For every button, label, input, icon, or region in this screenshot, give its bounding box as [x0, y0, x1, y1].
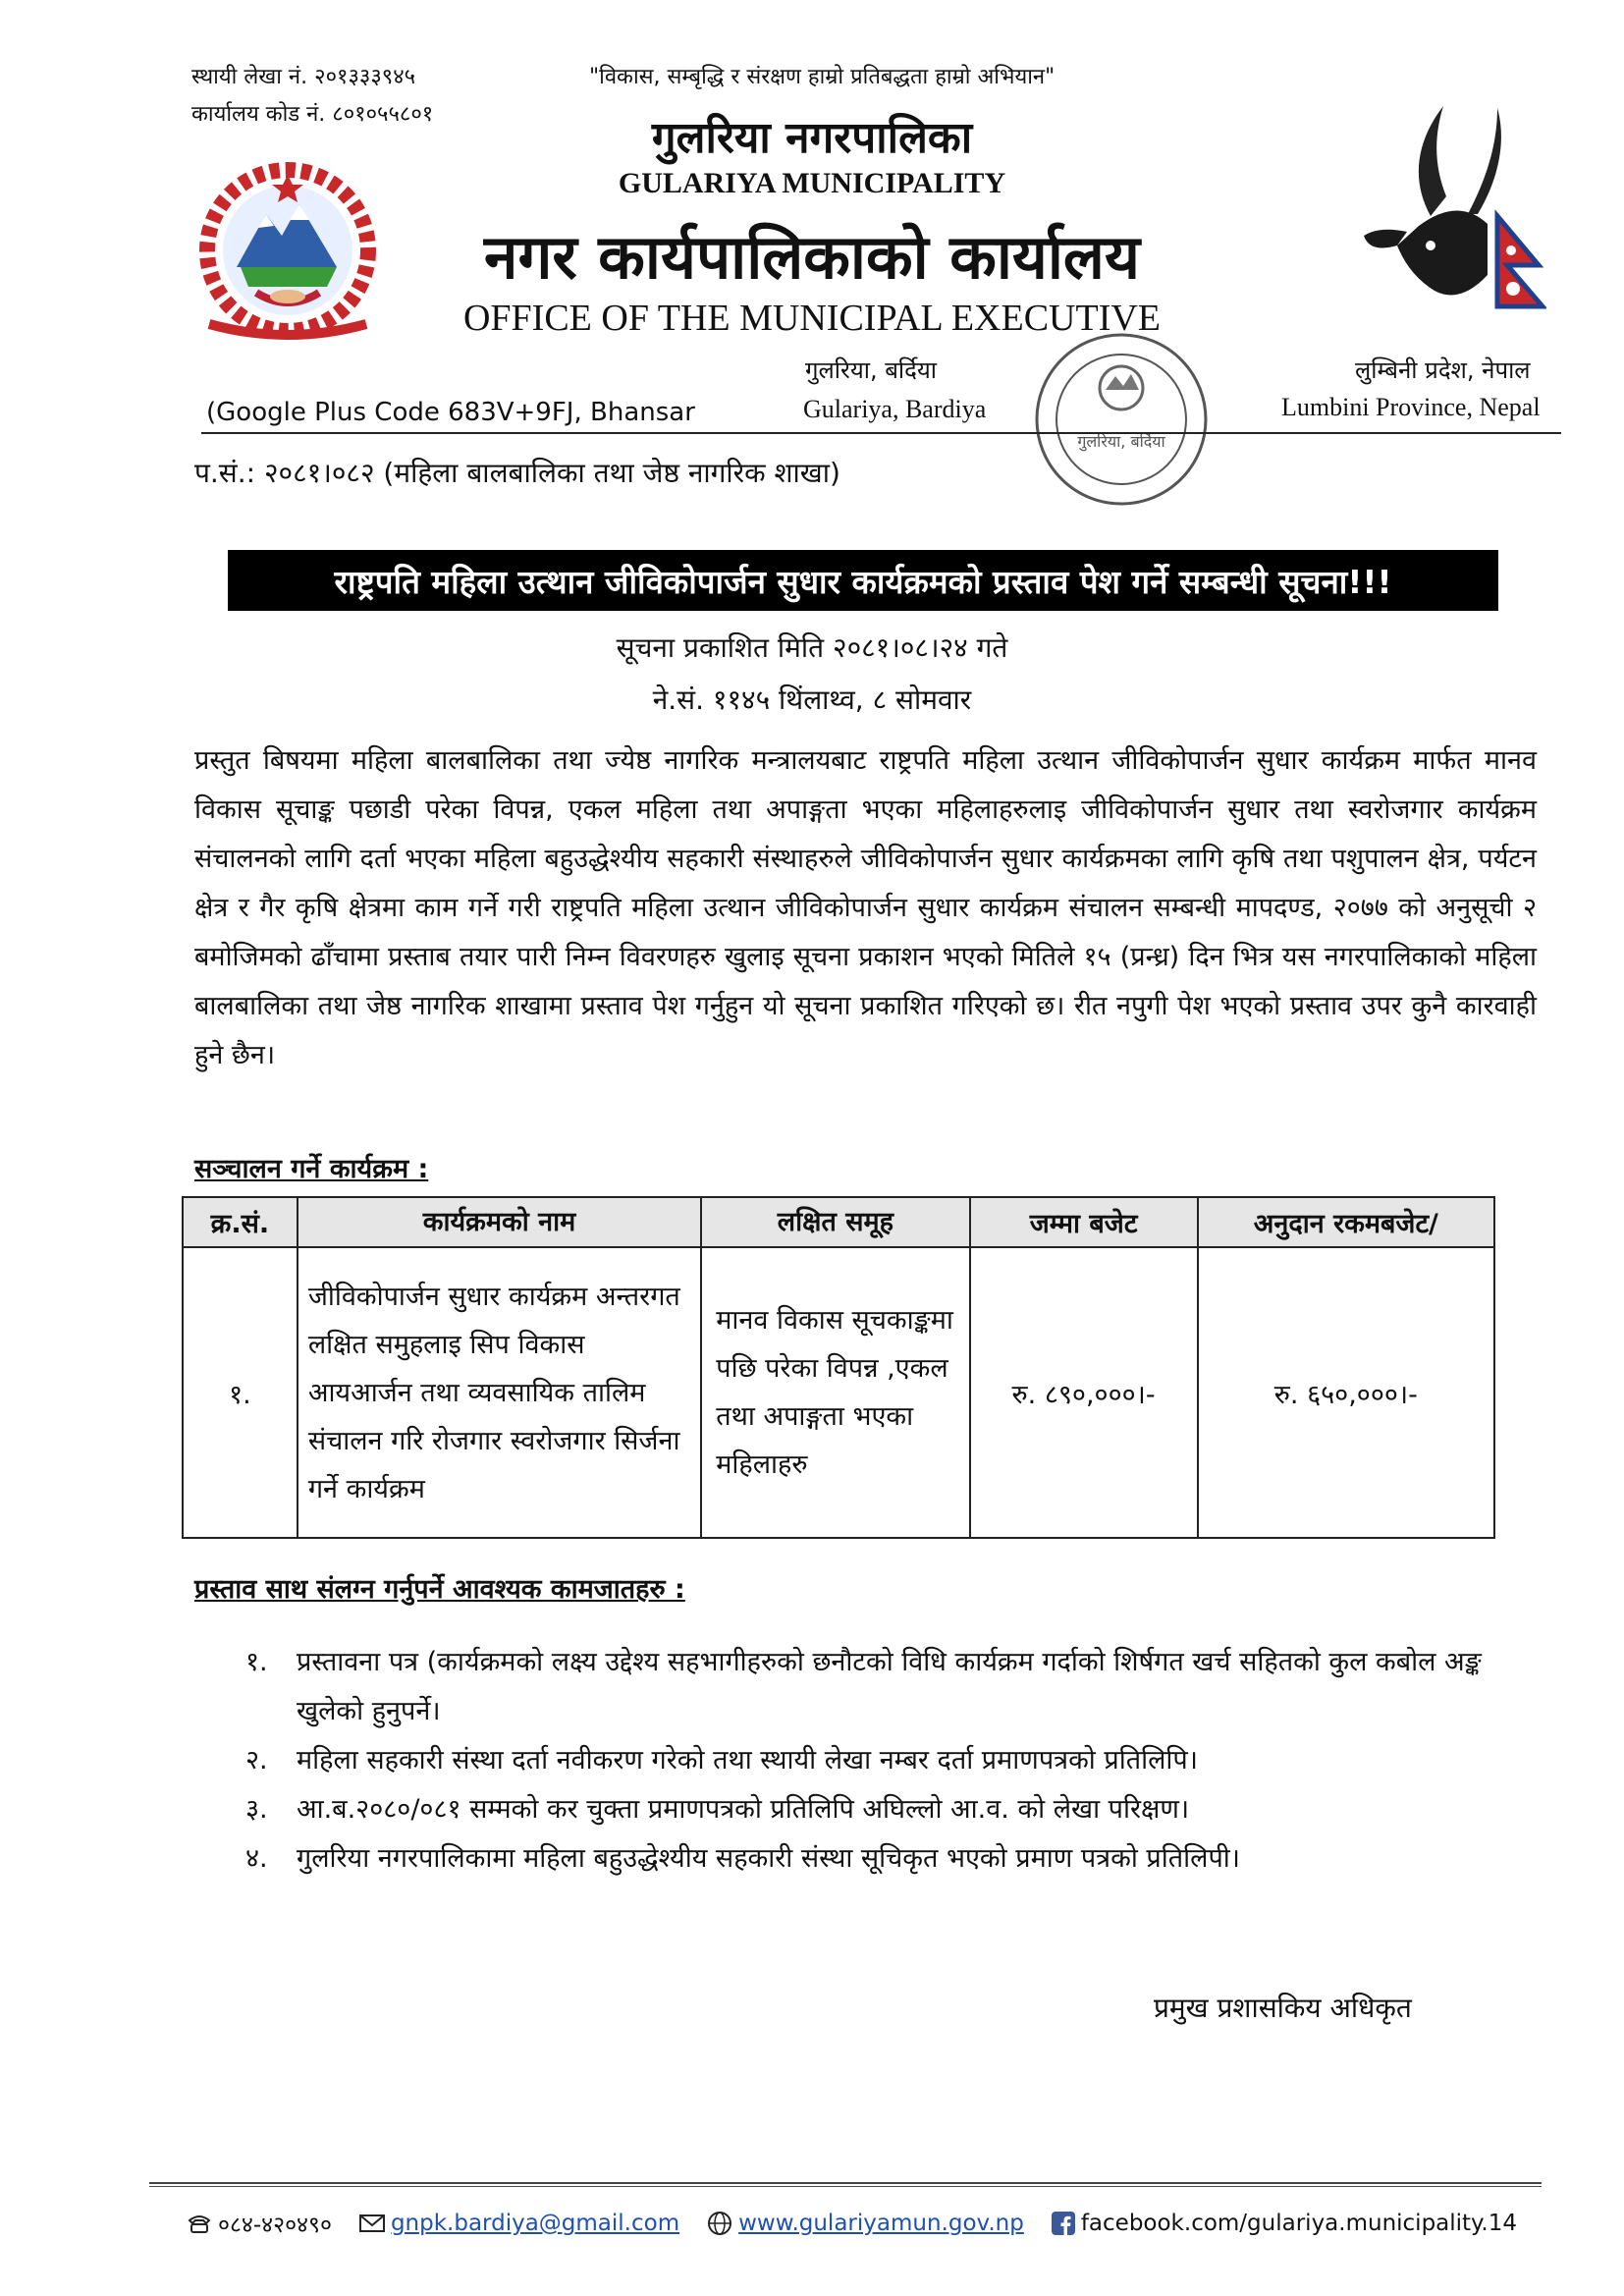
- blackbuck-logo-icon: [1350, 98, 1546, 324]
- column-header: जम्मा बजेट: [970, 1197, 1198, 1247]
- facebook-link[interactable]: facebook.com/gulariya.municipality.14: [1080, 2211, 1517, 2236]
- programs-table: [182, 1196, 1495, 1539]
- grant-amount-cell: रु. ६५०,०००।-: [1198, 1247, 1494, 1538]
- slogan: "विकास, सम्बृद्धि र संरक्षण हाम्रो प्रतिबद्धता हाम्रो अभियान": [589, 65, 1056, 89]
- nepal-sambat-date: ने.सं. ११४५ थिंलाथ्व, ८ सोमवार: [652, 683, 972, 716]
- globe-icon: [707, 2211, 732, 2236]
- province-np: लुम्बिनी प्रदेश, नेपाल: [1355, 356, 1531, 384]
- email-link[interactable]: gnpk.bardiya@gmail.com: [390, 2211, 680, 2236]
- account-number: स्थायी लेखा नं. २०१३३३९४५: [191, 65, 416, 89]
- published-date: सूचना प्रकाशित मिति २०८१।०८।२४ गते: [616, 631, 1008, 664]
- notice-body: प्रस्तुत बिषयमा महिला बालबालिका तथा ज्येष्ठ नागरिक मन्त्रालयबाट राष्ट्रपति महिला उत्थान जीविकोपार्जन सुधार कार्यक्रम मार्फत मानव विकास सूचाङ्क पछाडी परेका विपन्न, एकल महिला तथा अपाङ्गता भएका महिलाहरुलाइ जीविकोपार्जन सुधार तथा स्वरोजगार कार्यक्रम संचालनको लागि दर्ता भएका महिला बहुउद्धेश्यीय सहकारी संस्थाहरुले जीविकोपार्जन सुधार कार्यक्रमका लागि कृषि तथा पशुपालन क्षेत्र, पर्यटन क्षेत्र र गैर कृषि क्षेत्रमा काम गर्ने गरी राष्ट्रपति महिला उत्थान जीविकोपार्जन सुधार कार्यक्रम संचालन सम्बन्धी मापदण्ड, २०७७ को अनुसूची २ बमोजिमको ढाँचामा प्रस्ताब तयार पारी निम्न विवरणहरु खुलाइ सूचना प्रकाशन भएको मितिले १५ (प्रन्ध्र) दिन भित्र यस नगरपालिकाको महिला बालबालिका तथा जेष्ठ नागरिक शाखामा प्रस्ताव पेश गर्नुहुन यो सूचना प्रकाशित गरिएको छ। रीत नपुगी पेश भएको प्रस्ताव उपर कुनै कारवाही हुने छैन।: [194, 745, 1537, 1070]
- location-np: गुलरिया, बर्दिया: [805, 356, 938, 384]
- phone-number: ०८४-४२०४९०: [218, 2213, 332, 2238]
- item-number: २.: [245, 1745, 268, 1776]
- table-header-row: [183, 1197, 1494, 1247]
- signatory-title: प्रमुख प्रशासकिय अधिकृत: [1154, 1992, 1412, 2024]
- footer-email[interactable]: [359, 2211, 679, 2236]
- facebook-icon: [1052, 2212, 1075, 2235]
- office-stamp-icon: [1031, 329, 1213, 511]
- stamp-label: गुलरिया, बर्दिया: [1077, 432, 1165, 451]
- list-item: [245, 1736, 1512, 1785]
- column-header: कार्यक्रमको नाम: [298, 1197, 701, 1247]
- office-code: कार्यालय कोड नं. ८०१०५५८०१: [191, 102, 434, 127]
- table-row: [183, 1247, 1494, 1538]
- programs-heading: सञ्चालन गर्ने कार्यक्रम :: [194, 1154, 429, 1184]
- item-number: १.: [245, 1647, 268, 1677]
- municipality-name-en: GULARIYA MUNICIPALITY: [618, 167, 1006, 199]
- footer: [187, 2208, 1544, 2239]
- municipality-name-np: गुलरिया नगरपालिका: [651, 113, 973, 163]
- footer-website[interactable]: [707, 2211, 1024, 2236]
- item-number: ३.: [245, 1794, 268, 1825]
- footer-facebook[interactable]: [1052, 2211, 1517, 2236]
- item-number: ४.: [245, 1843, 268, 1874]
- notice-title: राष्ट्रपति महिला उत्थान जीविकोपार्जन सुधार कार्यक्रमको प्रस्ताव पेश गर्ने सम्बन्धी सूचना!!!: [228, 550, 1498, 611]
- total-budget-cell: रु. ८९०,०००।-: [970, 1247, 1198, 1538]
- column-header: क्र.सं.: [183, 1197, 298, 1247]
- documents-list: [245, 1638, 1512, 1884]
- item-text: गुलरिया नगरपालिकामा महिला बहुउद्धेश्यीय सहकारी संस्था सूचिकृत भएको प्रमाण पत्रको प्रतिलिपी।: [297, 1843, 1241, 1874]
- column-header: लक्षित समूह: [701, 1197, 969, 1247]
- google-plus-code: (Google Plus Code 683V+9FJ, Bhansar: [206, 398, 695, 427]
- column-header: अनुदान रकमबजेट/: [1198, 1197, 1494, 1247]
- list-item: [245, 1834, 1512, 1884]
- location-en: Gulariya, Bardiya: [803, 395, 987, 423]
- item-text: आ.ब.२०८०/०८१ सम्मको कर चुक्ता प्रमाणपत्रको प्रतिलिपि अघिल्लो आ.व. को लेखा परिक्षण।: [297, 1794, 1190, 1825]
- website-link[interactable]: www.gulariyamun.gov.np: [738, 2211, 1024, 2236]
- header-divider: [201, 432, 1561, 434]
- footer-divider: [149, 2182, 1542, 2184]
- footer-divider: [149, 2186, 1542, 2187]
- target-group-cell: मानव विकास सूचकाङ्कमा पछि परेका विपन्न ,एकल तथा अपाङ्गता भएका महिलाहरु: [701, 1247, 969, 1538]
- list-item: [245, 1638, 1512, 1736]
- program-name-cell: जीविकोपार्जन सुधार कार्यक्रम अन्तरगत लक्षित समुहलाइ सिप विकास आयआर्जन तथा व्यवसायिक तालिम संचालन गरि रोजगार स्वरोजगार सिर्जना गर्ने कार्यक्रम: [298, 1247, 701, 1538]
- email-icon: [359, 2214, 385, 2233]
- item-text: महिला सहकारी संस्था दर्ता नवीकरण गरेको तथा स्थायी लेखा नम्बर दर्ता प्रमाणपत्रको प्रतिलिपि।: [297, 1745, 1198, 1776]
- documents-heading: प्रस्ताव साथ संलग्न गर्नुपर्ने आवश्यक कामजातहरु :: [194, 1574, 685, 1605]
- serial-cell: १.: [183, 1247, 298, 1538]
- reference-number: प.सं.: २०८१।०८२ (महिला बालबालिका तथा जेष्ठ नागरिक शाखा): [194, 457, 840, 489]
- province-en: Lumbini Province, Nepal: [1281, 393, 1541, 421]
- list-item: [245, 1785, 1512, 1834]
- item-text: प्रस्तावना पत्र (कार्यक्रमको लक्ष्य उद्देश्य सहभागीहरुको छनौटको विधि कार्यक्रम गर्दाको शिर्षगत खर्च सहितको कुल कबोल अङ्क खुलेको हुनुपर्ने।: [297, 1647, 1482, 1726]
- office-name-np: नगर कार्यपालिकाको कार्यालय: [484, 221, 1140, 293]
- phone-icon: [187, 2213, 212, 2234]
- footer-phone: [187, 2208, 332, 2239]
- office-name-en: OFFICE OF THE MUNICIPAL EXECUTIVE: [462, 298, 1162, 339]
